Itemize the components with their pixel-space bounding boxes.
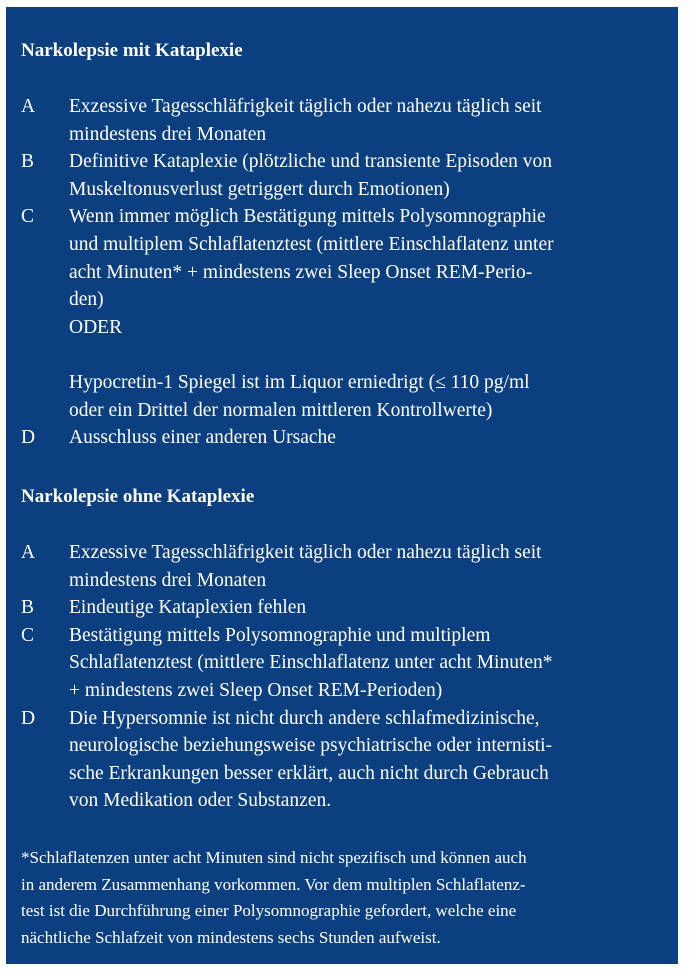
criterion-item: [21, 148, 661, 203]
criteria-list-without-cataplexy: [21, 539, 661, 815]
criterion-text: Definitive Kataplexie (plötzliche und transiente Episoden von Muskeltonusverlust getriggert durch Emotionen): [69, 151, 553, 200]
criterion-letter: B: [21, 151, 35, 173]
criteria-list-with-cataplexy: [21, 93, 661, 452]
criterion-text: Eindeutige Kataplexien fehlen: [69, 597, 307, 619]
criterion-item: [21, 539, 661, 594]
criterion-text: Wenn immer möglich Bestätigung mittels Polysomnographie und multiplem Schlaflatenztest (mittlere Einschlaflatenz unter acht Minuten* + mindestens zwei Sleep Onset REM-Perio- den) ODER Hypocretin-1 Spiegel ist im Liquor erniedrigt (≤ 110 pg/ml oder ein Drittel der normalen mittleren Kontrollwerte): [69, 206, 554, 421]
criterion-letter: B: [21, 597, 35, 619]
criterion-letter: D: [21, 707, 36, 729]
section-title-with-cataplexy: Narkolepsie mit Kataplexie: [21, 40, 243, 61]
criteria-panel: [6, 7, 678, 964]
criterion-item: [21, 705, 661, 815]
criterion-item: [21, 93, 661, 148]
footnote: *Schlaflatenzen unter acht Minuten sind nicht spezifisch und können auch in anderem Zusammenhang vorkommen. Vor dem multiplen Schlaflatenz- test ist die Durchführung einer Polysomnographie gefordert, welche eine nächtliche Schlafzeit von mindestens sechs Stunden aufweist.: [21, 848, 527, 947]
criterion-text: Exzessive Tagesschläfrigkeit täglich oder nahezu täglich seit mindestens drei Monaten: [69, 542, 542, 591]
criterion-letter: A: [21, 542, 36, 563]
criterion-item: [21, 203, 661, 424]
criterion-item: [21, 424, 661, 452]
section-title-without-cataplexy: Narkolepsie ohne Kataplexie: [21, 486, 255, 507]
criterion-letter: D: [21, 427, 36, 449]
criterion-text: Die Hypersomnie ist nicht durch andere schlafmedizinische, neurologische beziehungsweise psychiatrische oder internisti- sche Erkrankungen besser erklärt, auch nicht durch Gebrauch von Medikation oder Substanzen.: [69, 707, 553, 812]
criterion-letter: A: [21, 96, 36, 117]
criterion-text: Exzessive Tagesschläfrigkeit täglich oder nahezu täglich seit mindestens drei Monaten: [69, 96, 542, 145]
criterion-item: [21, 622, 661, 705]
criterion-text: Bestätigung mittels Polysomnographie und multiplem Schlaflatenztest (mittlere Einschlaflatenz unter acht Minuten* + mindestens zwei Sleep Onset REM-Perioden): [69, 624, 553, 701]
criterion-letter: C: [21, 206, 35, 228]
criterion-letter: C: [21, 624, 35, 646]
criterion-item: [21, 594, 661, 622]
criterion-text: Ausschluss einer anderen Ursache: [69, 427, 336, 449]
